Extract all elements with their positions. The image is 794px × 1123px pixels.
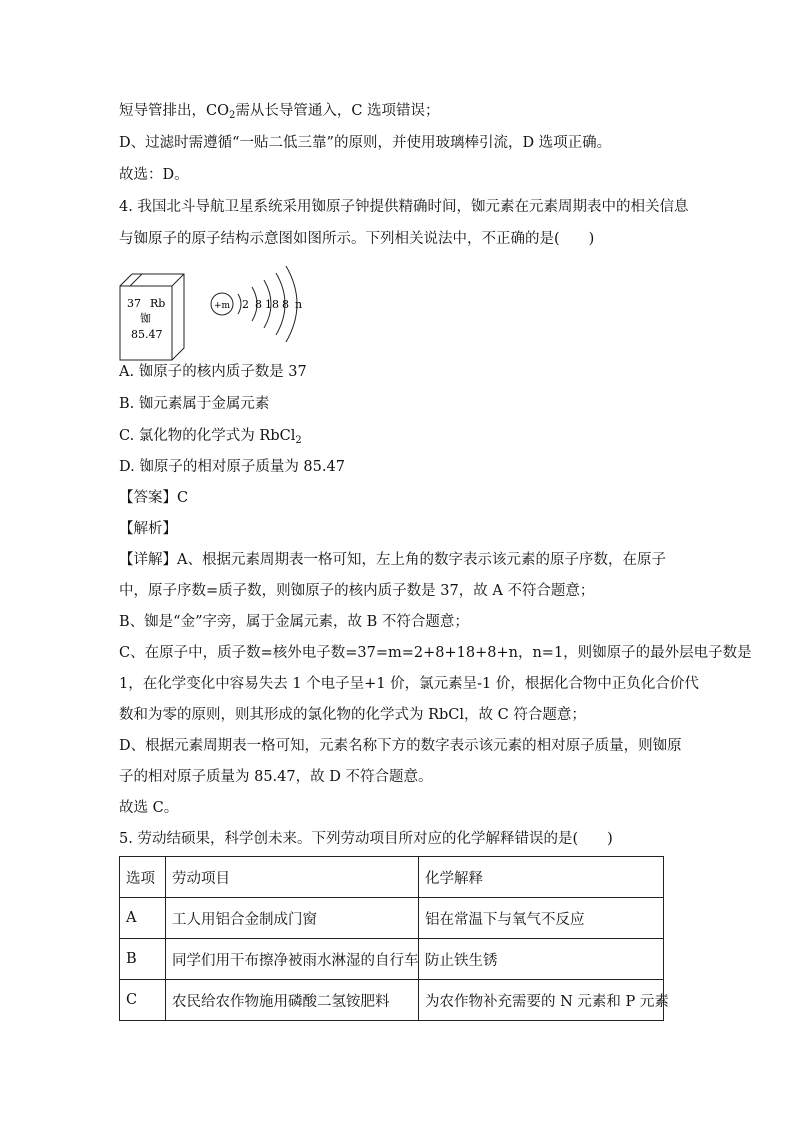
atom-structure-diagram <box>211 266 302 342</box>
option-c-text: C. 氯化物的化学式为 RbCl <box>119 428 296 444</box>
text-line-1 <box>119 101 440 121</box>
shell-2-electrons: 8 <box>255 298 262 311</box>
text-line-1-b: 需从长导管通入，C 选项错误； <box>235 103 440 119</box>
text-line-2: D、过滤时需遵循“一贴二低三靠”的原则，并使用玻璃棒引流，D 选项正确。 <box>119 135 612 151</box>
analysis-heading: 【解析】 <box>119 521 177 537</box>
detail-line-3: B、铷是“金”字旁，属于金属元素，故 B 不符合题意； <box>119 614 469 630</box>
element-symbol: Rb <box>150 297 166 310</box>
co2-subscript: 2 <box>228 110 236 121</box>
table-cell: 铝在常温下与氧气不反应 <box>419 898 664 939</box>
answer-line: 【答案】C <box>119 490 189 506</box>
table-cell: 防止铁生锈 <box>419 939 664 980</box>
table-cell: B <box>120 939 166 980</box>
table-header-cell: 劳动项目 <box>166 857 419 898</box>
table-cell: A <box>120 898 166 939</box>
atomic-mass: 85.47 <box>131 328 163 341</box>
element-cell <box>120 274 184 360</box>
text-line-1-a: 短导管排出，CO <box>119 103 229 119</box>
text-line-3: 故选：D。 <box>119 167 189 183</box>
table-cell: 同学们用干布擦净被雨水淋湿的自行车 <box>166 939 419 980</box>
detail-line-7: D、根据元素周期表一格可知，元素名称下方的数字表示该元素的相对原子质量，则铷原 <box>119 738 682 754</box>
nucleus-charge: +m <box>214 301 231 311</box>
detail-line-6: 数和为零的原则，则其形成的氯化物的化学式为 RbCl，故 C 符合题意； <box>119 707 586 723</box>
shell-4-electrons: 8 <box>282 298 289 311</box>
shell-1-electrons: 2 <box>242 298 249 311</box>
table-header-row <box>120 857 664 898</box>
element-name: 铷 <box>140 312 151 325</box>
question-4-line-2: 与铷原子的原子结构示意图如图所示。下列相关说法中，不正确的是( ) <box>119 231 595 247</box>
table-cell: C <box>120 980 166 1021</box>
labor-table <box>119 856 669 1021</box>
table-row <box>120 939 664 980</box>
detail-line-8: 子的相对原子质量为 85.47，故 D 不符合题意。 <box>119 769 433 785</box>
option-b: B. 铷元素属于金属元素 <box>119 396 270 412</box>
table-row <box>120 898 664 939</box>
table-cell: 为农作物补充需要的 N 元素和 P 元素 <box>419 980 664 1021</box>
option-c-subscript: 2 <box>295 435 302 446</box>
question-4-line-1: 4. 我国北斗导航卫星系统采用铷原子钟提供精确时间，铷元素在元素周期表中的相关信息 <box>119 199 689 215</box>
option-a: A. 铷原子的核内质子数是 37 <box>119 364 307 380</box>
detail-line-4: C、在原子中，质子数=核外电子数=37=m=2+8+18+8+n，n=1，则铷原子的最外层电子数是 <box>119 645 752 661</box>
atomic-number: 37 <box>127 297 141 310</box>
rubidium-figure <box>118 262 318 362</box>
detail-line-9: 故选 C。 <box>119 800 179 816</box>
option-d: D. 铷原子的相对原子质量为 85.47 <box>119 459 345 475</box>
option-c <box>119 426 302 446</box>
shell-3-electrons: 18 <box>265 298 279 311</box>
table-cell: 农民给农作物施用磷酸二氢铵肥料 <box>166 980 419 1021</box>
table-header-cell: 选项 <box>120 857 166 898</box>
table-row <box>120 980 664 1021</box>
question-5: 5. 劳动结硕果，科学创未来。下列劳动项目所对应的化学解释错误的是( ) <box>119 831 613 847</box>
shell-5-electrons: n <box>295 298 303 311</box>
table-header-cell: 化学解释 <box>419 857 664 898</box>
table-cell: 工人用铝合金制成门窗 <box>166 898 419 939</box>
detail-line-2: 中，原子序数=质子数，则铷原子的核内质子数是 37，故 A 不符合题意； <box>119 583 595 599</box>
detail-line-1: 【详解】A、根据元素周期表一格可知，左上角的数字表示该元素的原子序数，在原子 <box>119 552 666 568</box>
detail-line-5: 1，在化学变化中容易失去 1 个电子呈+1 价，氯元素呈-1 价，根据化合物中正负化合价代 <box>119 676 699 692</box>
